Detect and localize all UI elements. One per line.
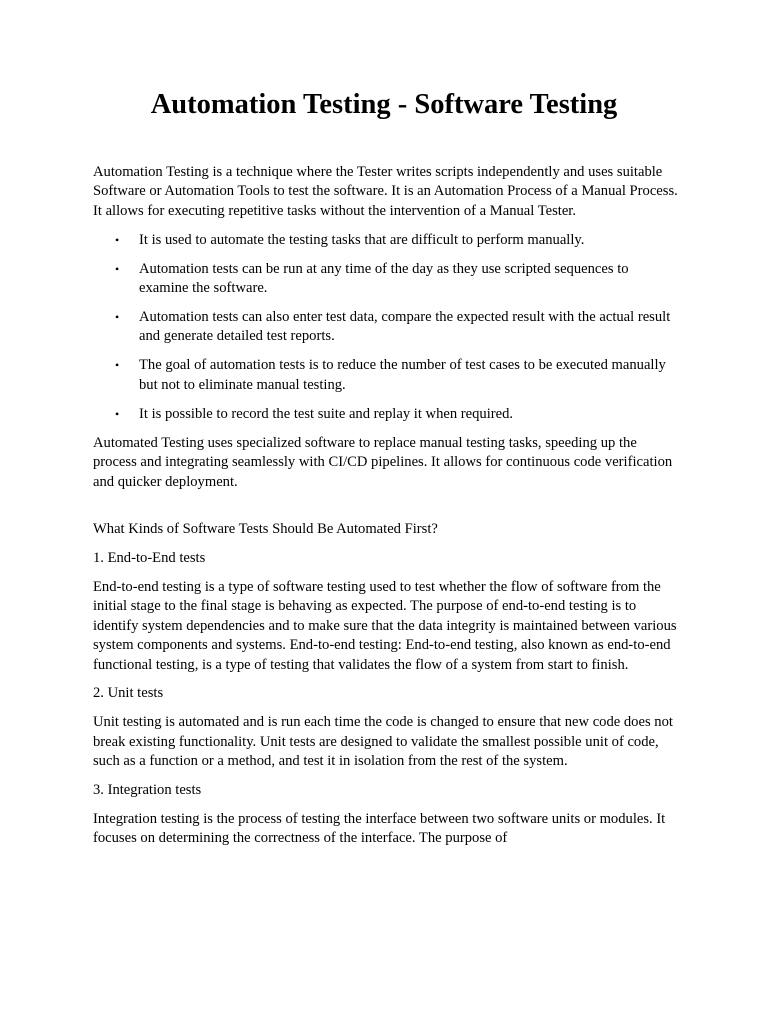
intro-paragraph: Automation Testing is a technique where the Tester writes scripts independently and uses suitable Software or Automation Tools to test the software. It is an Automation Process of a Manual Process. It allows for executing repetitive tasks without the intervention of a Manual Tester. <box>93 164 678 219</box>
document-body <box>93 163 678 858</box>
section-heading-unit: 2. Unit tests <box>93 685 164 702</box>
list-item <box>93 405 678 424</box>
section-text-integration: Integration testing is the process of testing the interface between two software units or modules. It focuses on determining the correctness of the interface. The purpose of <box>93 810 666 847</box>
bullet-icon: • <box>115 261 120 276</box>
list-item <box>93 260 678 299</box>
list-item <box>93 231 678 250</box>
bullet-list <box>93 231 678 425</box>
bullet-icon: • <box>115 358 120 373</box>
spacer <box>93 501 678 520</box>
section-heading-integration: 3. Integration tests <box>93 781 202 798</box>
after-bullets-paragraph: Automated Testing uses specialized software to replace manual testing tasks, speeding up the process and integrating seamlessly with CI/CD pipelines. It allows for continuous code verification and quicker deployment. <box>93 434 673 490</box>
list-item-text: It is possible to record the test suite and replay it when required. <box>139 405 514 422</box>
list-item <box>93 356 678 395</box>
bullet-icon: • <box>115 232 120 247</box>
section-question: What Kinds of Software Tests Should Be Automated First? <box>93 521 438 538</box>
list-item-text: Automation tests can be run at any time of the day as they use scripted sequences to examine the software. <box>139 260 629 297</box>
section-text-end-to-end: End-to-end testing is a type of software testing used to test whether the flow of software from the initial stage to the final stage is behaving as expected. The purpose of end-to-end testing is to identify system dependencies and to make sure that the data integrity is maintained between various system components and systems. End-to-end testing: End-to-end testing, also known as end-to-end functional testing, is a type of testing that validates the flow of a system from start to finish. <box>93 579 677 673</box>
list-item-text: It is used to automate the testing tasks that are difficult to perform manually. <box>139 231 585 248</box>
document-title: Automation Testing - Software Testing <box>150 89 618 120</box>
list-item-text: The goal of automation tests is to reduce the number of test cases to be executed manually but not to eliminate manual testing. <box>139 357 666 393</box>
list-item-text: Automation tests can also enter test data, compare the expected result with the actual result and generate detailed test reports. <box>139 309 671 345</box>
section-text-unit: Unit testing is automated and is run each time the code is changed to ensure that new code does not break existing functionality. Unit tests are designed to validate the smallest possible unit of code, such as a function or a method, and test it in isolation from the rest of the system. <box>93 714 673 770</box>
section-heading-end-to-end: 1. End-to-End tests <box>93 550 206 567</box>
bullet-icon: • <box>115 406 120 421</box>
list-item <box>93 308 678 347</box>
bullet-icon: • <box>115 310 120 325</box>
